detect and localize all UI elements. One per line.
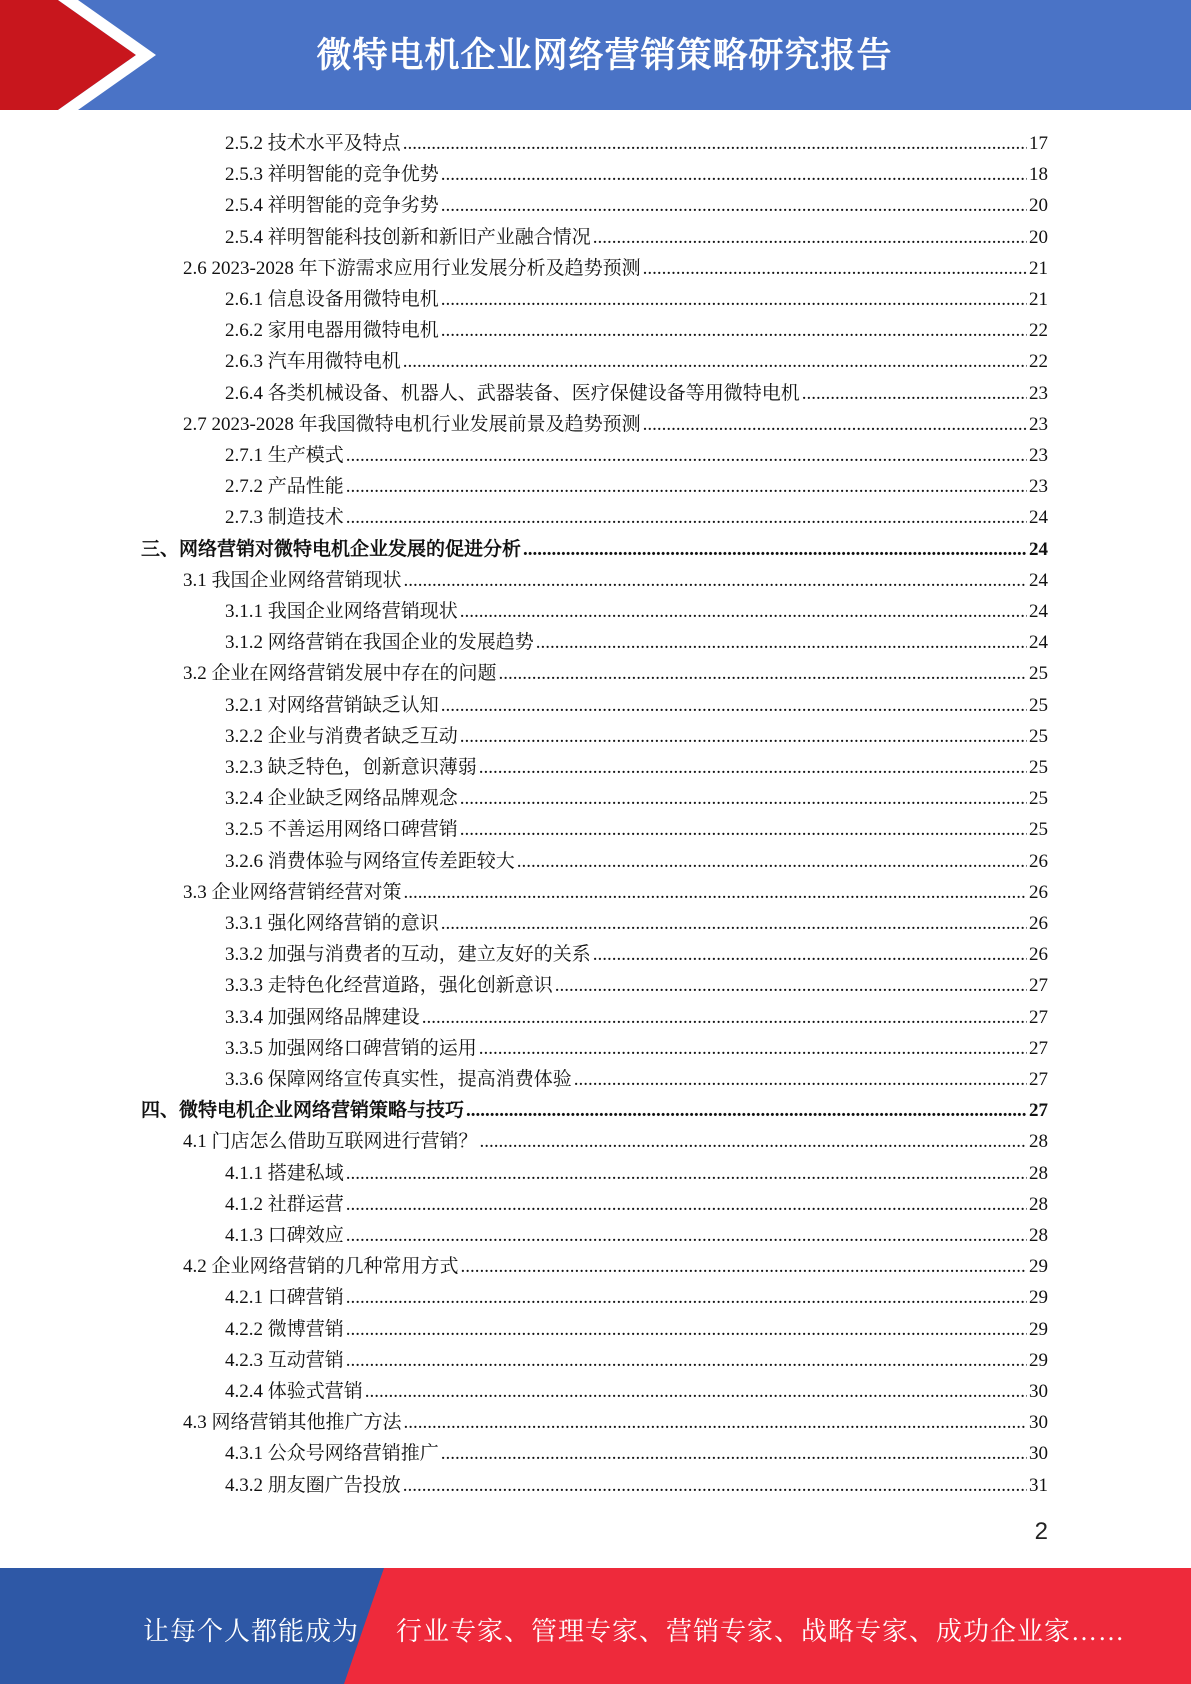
- toc-entry[interactable]: [225, 159, 1048, 190]
- toc-entry-page: 30: [1029, 1443, 1048, 1464]
- toc-entry[interactable]: [183, 1251, 1048, 1282]
- toc-leader-dots: [555, 970, 1027, 1001]
- toc-entry[interactable]: [225, 690, 1048, 721]
- toc-entry-page: 23: [1029, 414, 1048, 435]
- toc-leader-dots: [643, 409, 1027, 440]
- toc-entry[interactable]: [225, 970, 1048, 1001]
- toc-entry-label: 4.1 门店怎么借助互联网进行营销？: [183, 1131, 478, 1152]
- toc-entry-label: 3.3.4 加强网络品牌建设: [225, 1007, 420, 1028]
- toc-entry-label: 3.3.5 加强网络口碑营销的运用: [225, 1038, 477, 1059]
- toc-leader-dots: [346, 1345, 1027, 1376]
- toc-entry-label: 3.1.1 我国企业网络营销现状: [225, 601, 458, 622]
- toc-leader-dots: [404, 1407, 1027, 1438]
- toc-leader-dots: [346, 1158, 1027, 1189]
- toc-leader-dots: [441, 159, 1027, 190]
- toc-entry[interactable]: [225, 1376, 1048, 1407]
- toc-leader-dots: [479, 752, 1027, 783]
- toc-entry-label: 4.2.3 互动营销: [225, 1350, 344, 1371]
- toc-entry-label: 4.1.1 搭建私域: [225, 1163, 344, 1184]
- toc-leader-dots: [643, 253, 1027, 284]
- toc-entry[interactable]: [183, 565, 1048, 596]
- toc-entry-label: 三、网络营销对微特电机企业发展的促进分析: [141, 539, 522, 560]
- toc-entry[interactable]: [225, 846, 1048, 877]
- toc-leader-dots: [365, 1376, 1027, 1407]
- toc-entry-page: 30: [1029, 1412, 1048, 1433]
- toc-entry[interactable]: [225, 752, 1048, 783]
- document-title: 微特电机企业网络营销策略研究报告: [316, 36, 893, 76]
- toc-entry-page: 22: [1029, 351, 1048, 372]
- toc-entry-label: 4.3 网络营销其他推广方法: [183, 1412, 402, 1433]
- toc-entry[interactable]: [225, 1158, 1048, 1189]
- toc-entry-page: 25: [1029, 663, 1048, 684]
- toc-entry-label: 3.2.6 消费体验与网络宣传差距较大: [225, 851, 515, 872]
- toc-entry[interactable]: [225, 783, 1048, 814]
- toc-leader-dots: [346, 1220, 1027, 1251]
- toc-entry-label: 3.3 企业网络营销经营对策: [183, 882, 402, 903]
- toc-entry[interactable]: [183, 253, 1048, 284]
- toc-entry[interactable]: [225, 1002, 1048, 1033]
- toc-entry-page: 27: [1029, 1038, 1048, 1059]
- toc-entry-page: 17: [1029, 133, 1048, 154]
- toc-entry[interactable]: [225, 939, 1048, 970]
- toc-entry-page: 26: [1029, 944, 1048, 965]
- toc-entry-label: 4.3.2 朋友圈广告投放: [225, 1475, 401, 1496]
- toc-leader-dots: [441, 284, 1027, 315]
- toc-entry-label: 4.3.1 公众号网络营销推广: [225, 1443, 439, 1464]
- toc-entry-label: 2.5.4 祥明智能科技创新和新旧产业融合情况: [225, 227, 591, 248]
- toc-entry[interactable]: [225, 1189, 1048, 1220]
- page-header: [0, 0, 1191, 110]
- toc-entry[interactable]: [225, 1220, 1048, 1251]
- toc-leader-dots: [499, 658, 1027, 689]
- toc-entry[interactable]: [225, 190, 1048, 221]
- toc-entry-page: 27: [1029, 1069, 1048, 1090]
- toc-entry-page: 23: [1029, 383, 1048, 404]
- toc-entry-page: 29: [1029, 1287, 1048, 1308]
- toc-entry-label: 4.2 企业网络营销的几种常用方式: [183, 1256, 459, 1277]
- toc-entry-label: 2.7.3 制造技术: [225, 507, 344, 528]
- toc-entry-page: 25: [1029, 819, 1048, 840]
- toc-leader-dots: [460, 721, 1027, 752]
- toc-entry[interactable]: [225, 284, 1048, 315]
- toc-entry-page: 25: [1029, 726, 1048, 747]
- toc-leader-dots: [466, 1095, 1027, 1126]
- toc-entry-page: 25: [1029, 788, 1048, 809]
- toc-leader-dots: [479, 1033, 1027, 1064]
- toc-leader-dots: [517, 846, 1027, 877]
- toc-entry-label: 3.2.4 企业缺乏网络品牌观念: [225, 788, 458, 809]
- toc-leader-dots: [574, 1064, 1027, 1095]
- toc-leader-dots: [346, 502, 1027, 533]
- toc-entry-page: 27: [1029, 1007, 1048, 1028]
- toc-entry-page: 29: [1029, 1319, 1048, 1340]
- toc-entry[interactable]: [183, 877, 1048, 908]
- toc-entry-page: 22: [1029, 320, 1048, 341]
- toc-entry-label: 2.7 2023-2028 年我国微特电机行业发展前景及趋势预测: [183, 414, 641, 435]
- toc-leader-dots: [403, 346, 1027, 377]
- toc-entry[interactable]: [183, 1126, 1048, 1157]
- toc-entry-page: 24: [1029, 539, 1048, 560]
- page-number: 2: [1034, 1518, 1048, 1545]
- toc-entry-page: 24: [1029, 632, 1048, 653]
- toc-entry-page: 20: [1029, 195, 1048, 216]
- toc-entry[interactable]: [225, 315, 1048, 346]
- toc-entry[interactable]: [183, 658, 1048, 689]
- toc-leader-dots: [461, 1251, 1027, 1282]
- toc-entry-label: 4.2.4 体验式营销: [225, 1381, 363, 1402]
- toc-leader-dots: [523, 534, 1027, 565]
- toc-entry-label: 3.2 企业在网络营销发展中存在的问题: [183, 663, 497, 684]
- toc-entry-page: 21: [1029, 289, 1048, 310]
- toc-leader-dots: [403, 128, 1027, 159]
- footer-slogan-left: 让每个人都能成为: [143, 1617, 360, 1646]
- toc-entry-page: 25: [1029, 757, 1048, 778]
- toc-entry-label: 2.5.3 祥明智能的竞争优势: [225, 164, 439, 185]
- toc-entry[interactable]: [183, 1407, 1048, 1438]
- toc-leader-dots: [404, 565, 1027, 596]
- toc-entry-label: 2.5.2 技术水平及特点: [225, 133, 401, 154]
- toc-entry-page: 28: [1029, 1225, 1048, 1246]
- toc-leader-dots: [422, 1002, 1027, 1033]
- toc-leader-dots: [441, 690, 1027, 721]
- toc-entry[interactable]: [225, 1470, 1048, 1501]
- toc-leader-dots: [460, 783, 1027, 814]
- toc-entry-label: 2.7.1 生产模式: [225, 445, 344, 466]
- toc-entry[interactable]: [225, 721, 1048, 752]
- toc-entry[interactable]: [225, 1033, 1048, 1064]
- toc-leader-dots: [480, 1126, 1027, 1157]
- toc-entry-page: 27: [1029, 975, 1048, 996]
- toc-leader-dots: [460, 596, 1027, 627]
- footer-slogan-right: 行业专家、管理专家、营销专家、战略专家、成功企业家……: [396, 1617, 1126, 1646]
- toc-entry-label: 2.7.2 产品性能: [225, 476, 344, 497]
- toc-entry[interactable]: [225, 1314, 1048, 1345]
- toc-entry[interactable]: [225, 1438, 1048, 1469]
- toc-leader-dots: [802, 378, 1027, 409]
- toc-entry-page: 24: [1029, 507, 1048, 528]
- toc-entry[interactable]: [141, 534, 1048, 565]
- toc-entry-label: 2.6.2 家用电器用微特电机: [225, 320, 439, 341]
- toc-entry[interactable]: [225, 440, 1048, 471]
- toc-entry[interactable]: [225, 814, 1048, 845]
- toc-entry-label: 2.6.4 各类机械设备、机器人、武器装备、医疗保健设备等用微特电机: [225, 383, 800, 404]
- toc-entry[interactable]: [183, 409, 1048, 440]
- toc-leader-dots: [346, 1282, 1027, 1313]
- toc-entry-label: 3.3.2 加强与消费者的互动，建立友好的关系: [225, 944, 591, 965]
- toc-entry[interactable]: [225, 222, 1048, 253]
- toc-entry[interactable]: [225, 346, 1048, 377]
- toc-leader-dots: [403, 1470, 1027, 1501]
- toc-entry-label: 四、微特电机企业网络营销策略与技巧: [141, 1100, 465, 1121]
- toc-leader-dots: [441, 190, 1027, 221]
- toc-entry-page: 18: [1029, 164, 1048, 185]
- toc-leader-dots: [441, 1438, 1027, 1469]
- toc-leader-dots: [536, 627, 1027, 658]
- toc-entry-page: 28: [1029, 1163, 1048, 1184]
- toc-leader-dots: [460, 814, 1027, 845]
- toc-entry[interactable]: [225, 128, 1048, 159]
- toc-entry[interactable]: [225, 378, 1048, 409]
- toc-entry[interactable]: [225, 1345, 1048, 1376]
- toc-entry-page: 28: [1029, 1194, 1048, 1215]
- toc-entry-page: 30: [1029, 1381, 1048, 1402]
- toc-entry-page: 23: [1029, 476, 1048, 497]
- toc-leader-dots: [593, 222, 1027, 253]
- toc-entry-label: 4.1.3 口碑效应: [225, 1225, 344, 1246]
- toc-entry-page: 26: [1029, 913, 1048, 934]
- toc-entry-page: 27: [1029, 1100, 1048, 1121]
- toc-entry-label: 4.1.2 社群运营: [225, 1194, 344, 1215]
- toc-entry-label: 2.5.4 祥明智能的竞争劣势: [225, 195, 439, 216]
- toc-entry-page: 23: [1029, 445, 1048, 466]
- toc-entry-label: 2.6 2023-2028 年下游需求应用行业发展分析及趋势预测: [183, 258, 641, 279]
- toc-leader-dots: [346, 440, 1027, 471]
- toc-entry[interactable]: [225, 596, 1048, 627]
- toc-leader-dots: [441, 908, 1027, 939]
- toc-leader-dots: [346, 471, 1027, 502]
- toc-entry[interactable]: [225, 502, 1048, 533]
- toc-entry-page: 20: [1029, 227, 1048, 248]
- toc-entry-page: 31: [1029, 1475, 1048, 1496]
- toc-entry-label: 3.1.2 网络营销在我国企业的发展趋势: [225, 632, 534, 653]
- toc-entry-label: 3.2.3 缺乏特色，创新意识薄弱: [225, 757, 477, 778]
- toc-entry[interactable]: [225, 908, 1048, 939]
- toc-entry-label: 3.2.2 企业与消费者缺乏互动: [225, 726, 458, 747]
- toc-leader-dots: [441, 315, 1027, 346]
- toc-leader-dots: [593, 939, 1027, 970]
- toc-leader-dots: [346, 1189, 1027, 1220]
- toc-leader-dots: [346, 1314, 1027, 1345]
- toc-entry-label: 4.2.2 微博营销: [225, 1319, 344, 1340]
- toc-entry-page: 28: [1029, 1131, 1048, 1152]
- toc-entry-page: 26: [1029, 882, 1048, 903]
- toc-entry-page: 26: [1029, 851, 1048, 872]
- toc-entry-page: 25: [1029, 695, 1048, 716]
- toc-entry-label: 2.6.1 信息设备用微特电机: [225, 289, 439, 310]
- toc-entry[interactable]: [225, 471, 1048, 502]
- toc-entry[interactable]: [141, 1095, 1048, 1126]
- toc-entry-label: 3.3.1 强化网络营销的意识: [225, 913, 439, 934]
- toc-entry-label: 3.3.6 保障网络宣传真实性，提高消费体验: [225, 1069, 572, 1090]
- toc-entry-page: 24: [1029, 570, 1048, 591]
- toc-entry-page: 24: [1029, 601, 1048, 622]
- toc-entry-page: 29: [1029, 1350, 1048, 1371]
- toc-entry-label: 3.2.1 对网络营销缺乏认知: [225, 695, 439, 716]
- toc-entry[interactable]: [225, 1064, 1048, 1095]
- toc-entry-label: 3.3.3 走特色化经营道路，强化创新意识: [225, 975, 553, 996]
- toc-entry-page: 29: [1029, 1256, 1048, 1277]
- toc-entry[interactable]: [225, 1282, 1048, 1313]
- toc-entry-label: 3.2.5 不善运用网络口碑营销: [225, 819, 458, 840]
- toc-entry-label: 2.6.3 汽车用微特电机: [225, 351, 401, 372]
- page-footer: [0, 1568, 1191, 1684]
- toc-entry-page: 21: [1029, 258, 1048, 279]
- toc-entry[interactable]: [225, 627, 1048, 658]
- toc-entry-label: 3.1 我国企业网络营销现状: [183, 570, 402, 591]
- toc-entry-label: 4.2.1 口碑营销: [225, 1287, 344, 1308]
- toc-leader-dots: [404, 877, 1027, 908]
